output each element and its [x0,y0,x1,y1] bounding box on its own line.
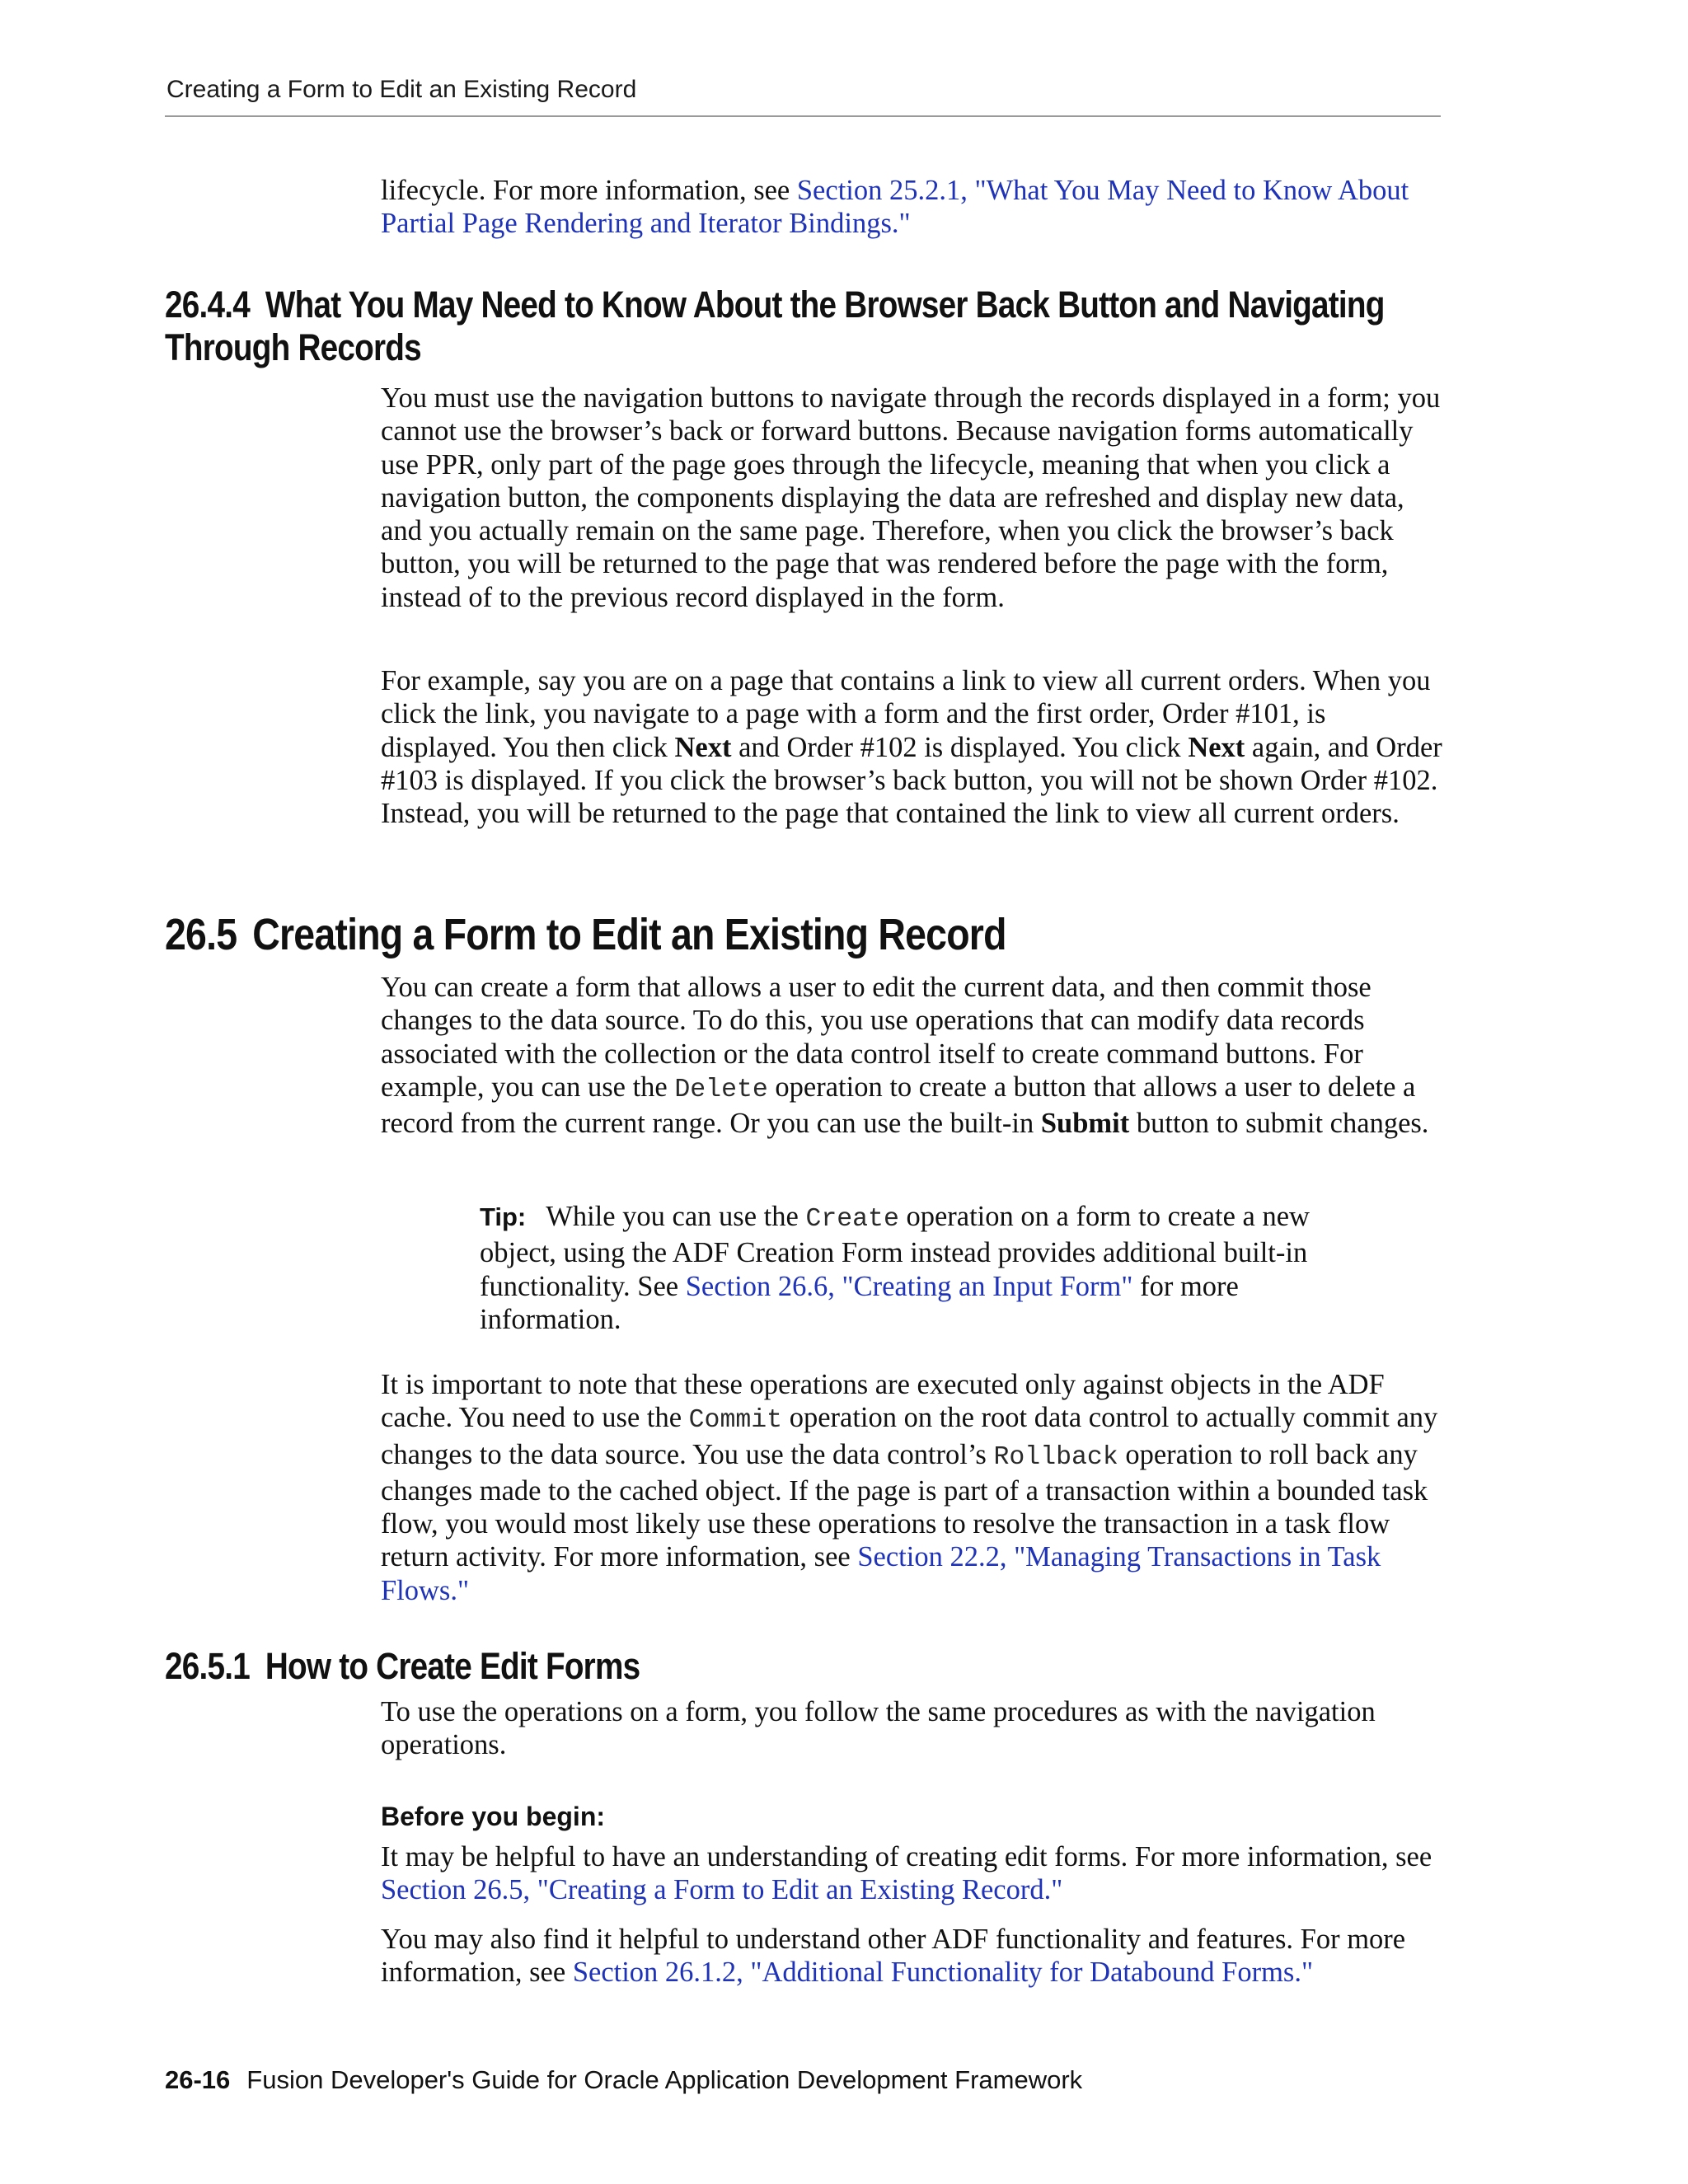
tip-text-a: While you can use the [546,1201,806,1232]
operations-paragraph: To use the operations on a form, you follow the same procedures as with the navigation operations. [381,1696,1376,1761]
section-title: How to Create Edit Forms [265,1645,640,1687]
header-rule [165,115,1441,117]
edit-form-text-b: operation to create a button that allows a user to delete a record from the current range. Or you can use the built-in [381,1071,1416,1140]
section-26-1-2-link[interactable]: Section 26.1.2, "Additional Functionality for Databound Forms." [572,1957,1314,1989]
tip-box [480,1200,1353,1336]
understanding-paragraph [381,1840,1444,1907]
create-code: Create [805,1205,899,1234]
section-26-5-heading [165,910,1006,959]
section-22-2-link[interactable]: Section 22.2, "Managing Transactions in Task Flows." [381,1541,1381,1606]
section-title: What You May Need to Know About the Browser Back Button and Navigating Through Records [165,284,1385,368]
next-label: Next [1188,731,1245,763]
tip-text-c: for more information. [480,1270,1239,1335]
submit-label: Submit [1040,1108,1130,1140]
cache-text-c: operation to roll back any changes made to the cached object. If the page is part of a transaction within a bounded task flow, you would most likely use these operations to resolve the transaction in a task flow return activity. For more information, see [381,1438,1428,1573]
section-25-2-1-link[interactable]: Section 25.2.1, "What You May Need to Know About Partial Page Rendering and Iterator Bindings." [381,175,1409,240]
adf-cache-paragraph [381,1368,1444,1607]
section-number: 26.5 [165,910,237,959]
example-paragraph [381,664,1444,830]
page-footer [165,2065,1082,2095]
section-title: Creating a Form to Edit an Existing Record [252,910,1006,959]
section-26-6-link[interactable]: Section 26.6, "Creating an Input Form" [685,1270,1133,1302]
next-label: Next [674,731,732,763]
tip-text-b: operation on a form to create a new object, using the ADF Creation Form instead provides additional built-in functionality. See [480,1201,1310,1302]
section-26-5-link[interactable]: Section 26.5, "Creating a Form to Edit an Existing Record." [381,1874,1063,1906]
lifecycle-paragraph [381,174,1444,241]
rollback-code: Rollback [993,1442,1118,1472]
example-text-c: again, and Order #103 is displayed. If you click the browser’s back button, you will not be shown Order #102. Instead, you will be returned to the page that contained the link to view all current orders. [381,731,1442,830]
section-26-4-4-heading [165,284,1441,369]
back-button-paragraph: You must use the navigation buttons to navigate through the records displayed in a form; you cannot use the browser’s back or forward buttons. Because navigation forms automatically use PPR, only part of the page goes through the lifecycle, meaning that when you click a navigation button, the components displaying the data are refreshed and display new data, and you actually remain on the same page. Therefore, when you click the browser’s back button, you will be returned to the page that was rendered before the page with the form, instead of to the previous record displayed in the form. [381,382,1441,613]
section-26-5-1-heading [165,1645,1441,1688]
edit-form-text-c: button to submit changes. [1129,1108,1429,1140]
cache-text-a: It is important to note that these operations are executed only against objects in the ADF cache. You need to use the [381,1369,1385,1434]
example-text-b: and Order #102 is displayed. You click [731,731,1189,763]
section-number: 26.5.1 [165,1645,250,1687]
section-number: 26.4.4 [165,284,250,326]
edit-form-paragraph [381,971,1444,1140]
functionality-paragraph [381,1923,1452,1990]
delete-code: Delete [674,1075,768,1104]
example-text-a: For example, say you are on a page that contains a link to view all current orders. When you click the link, you navigate to a page with a form and the first order, Order #101, is displayed. You then click [381,665,1431,763]
tip-label: Tip: [480,1202,527,1231]
edit-form-text-a: You can create a form that allows a user to edit the current data, and then commit those changes to the data source. To do this, you use operations that can modify data records associated with the collection or the data control itself to create command buttons. For example, you can use the [381,972,1372,1103]
page-number: 26-16 [165,2065,231,2094]
before-you-begin-label: Before you begin: [381,1802,606,1831]
cache-text-b: operation on the root data control to actually commit any changes to the data source. You use the data control’s [381,1402,1438,1470]
lifecycle-text: lifecycle. For more information, see [381,175,797,206]
functionality-text: You may also find it helpful to understand other ADF functionality and features. For more information, see [381,1924,1406,1989]
commit-code: Commit [688,1406,783,1436]
understanding-text: It may be helpful to have an understanding of creating edit forms. For more information, see [381,1841,1432,1872]
running-header: Creating a Form to Edit an Existing Record [166,76,637,103]
book-title: Fusion Developer's Guide for Oracle Application Development Framework [246,2065,1083,2094]
